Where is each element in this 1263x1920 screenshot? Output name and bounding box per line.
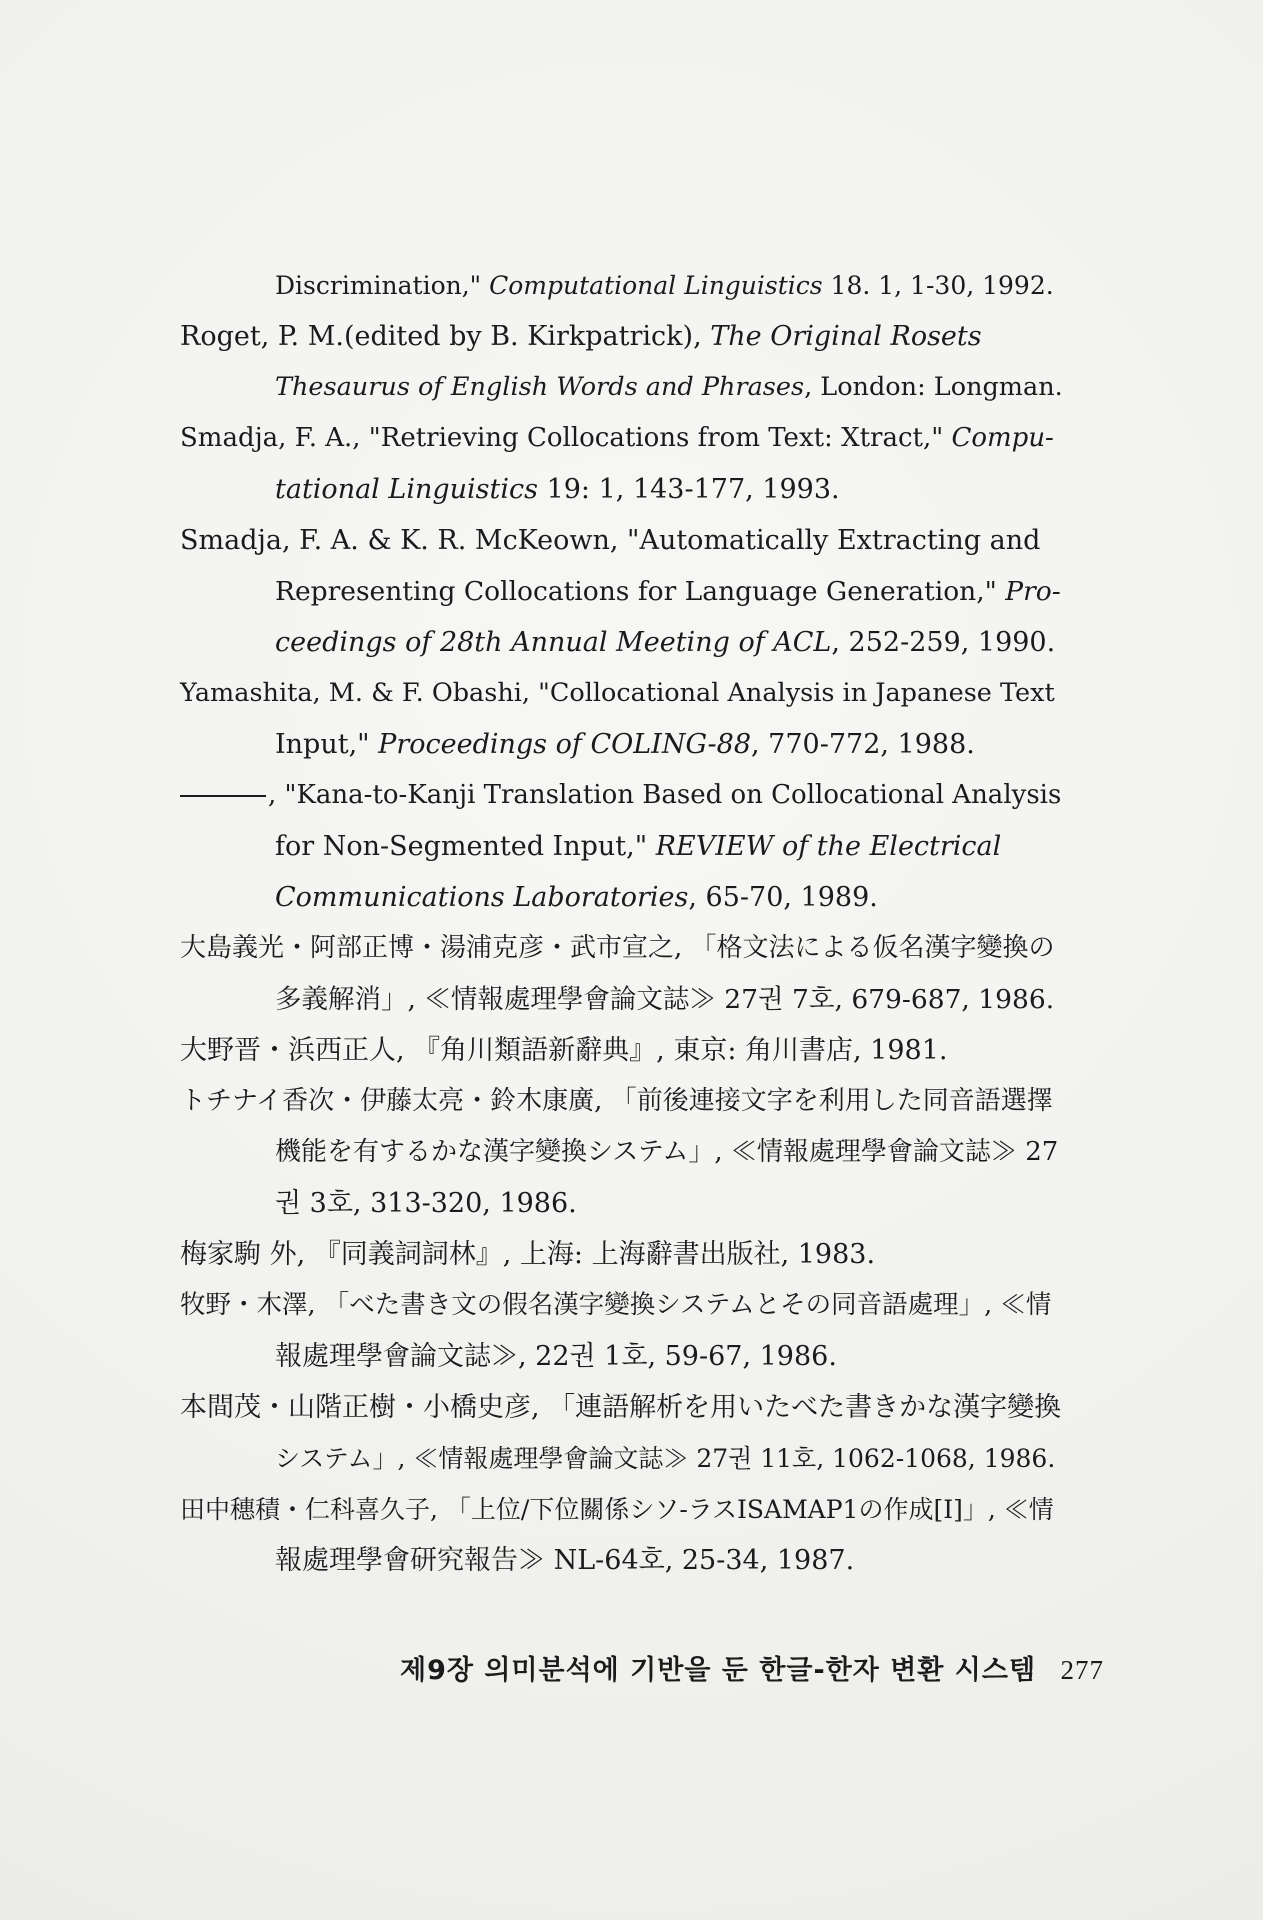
repeat-author-dash <box>180 795 266 797</box>
reference-entry <box>180 1229 1065 1280</box>
reference-first-line <box>180 311 1065 362</box>
reference-text: 報處理學會論文誌≫, 22권 1호, 59-67, 1986. <box>275 1341 837 1372</box>
reference-continuation-line <box>180 1127 1065 1178</box>
reference-continuation-line <box>180 362 1065 413</box>
reference-entry <box>180 311 1065 413</box>
reference-first-line <box>180 515 1065 566</box>
reference-text: Discrimination," <box>275 271 490 300</box>
reference-continuation-line <box>180 260 1065 311</box>
reference-continuation-line <box>180 1178 1065 1229</box>
reference-text: 梅家駒 外, 『同義詞詞林』, 上海: 上海辭書出版社, 1983. <box>180 1239 876 1270</box>
running-footer <box>400 1650 1104 1691</box>
reference-continuation-line <box>180 1535 1065 1586</box>
reference-text: 大島義光・阿部正博・湯浦克彦・武市宣之, 「格文法による仮名漢字變換の <box>180 933 1055 963</box>
reference-continuation-line <box>180 974 1065 1025</box>
reference-italic-text: Proceedings of COLING-88 <box>378 729 752 760</box>
reference-first-line <box>180 1484 1065 1535</box>
reference-text: 報處理學會研究報告≫ NL-64호, 25-34, 1987. <box>275 1545 855 1576</box>
reference-italic-text: Compu- <box>951 423 1054 453</box>
reference-italic-text: REVIEW of the Electrical <box>655 831 1002 862</box>
reference-entry <box>180 1382 1065 1484</box>
reference-text: , "Kana-to-Kanji Translation Based on Collocational Analysis <box>268 780 1062 810</box>
reference-text: , 770-772, 1988. <box>751 729 975 760</box>
reference-text: Smadja, F. A., "Retrieving Collocations from Text: Xtract," <box>180 423 952 453</box>
reference-entry <box>180 515 1065 668</box>
reference-text: 多義解消」, ≪情報處理學會論文誌≫ 27권 7호, 679-687, 1986. <box>275 984 1055 1015</box>
reference-italic-text: Computational Linguistics <box>489 271 823 300</box>
reference-continuation-line <box>180 821 1065 872</box>
reference-continuation-line <box>180 566 1065 617</box>
reference-entry <box>180 923 1065 1025</box>
page-number: 277 <box>1060 1655 1104 1685</box>
reference-first-line <box>180 413 1065 464</box>
reference-continuation-line <box>180 1331 1065 1382</box>
reference-continuation-line <box>180 872 1065 923</box>
reference-text: , 252-259, 1990. <box>831 627 1056 658</box>
reference-first-line <box>180 1280 1065 1331</box>
reference-entry <box>180 260 1065 311</box>
reference-text: 권 3호, 313-320, 1986. <box>275 1188 577 1219</box>
reference-text: 機能を有するかな漢字變換システム」, ≪情報處理學會論文誌≫ 27 <box>275 1137 1059 1167</box>
reference-first-line <box>180 1025 1065 1076</box>
reference-text: Smadja, F. A. & K. R. McKeown, "Automatically Extracting and <box>180 525 1041 556</box>
reference-italic-text: The Original Rosets <box>710 321 982 352</box>
reference-list <box>180 260 1065 1586</box>
reference-italic-text: Thesaurus of English Words and Phrases <box>275 372 805 402</box>
reference-first-line <box>180 1229 1065 1280</box>
reference-first-line <box>180 923 1065 974</box>
reference-text: Representing Collocations for Language Generation," <box>275 576 1006 607</box>
reference-text: システム」, ≪情報處理學會論文誌≫ 27권 11호, 1062-1068, 1986. <box>275 1444 1056 1473</box>
reference-first-line <box>180 1076 1065 1127</box>
reference-italic-text: Communications Laboratories <box>275 882 689 913</box>
reference-entry <box>180 770 1065 923</box>
reference-italic-text: ceedings of 28th Annual Meeting of ACL <box>275 627 832 658</box>
reference-text: 大野晋・浜西正人, 『角川類語新辭典』, 東京: 角川書店, 1981. <box>180 1035 948 1066</box>
reference-text: 田中穗積・仁科喜久子, 「上位/下位關係シソ-ラスISAMAP1の作成[I]」, ≪情 <box>180 1495 1054 1524</box>
reference-text: for Non-Segmented Input," <box>275 831 656 862</box>
chapter-title: 제9장 의미분석에 기반을 둔 한글-한자 변환 시스템 <box>400 1655 1037 1686</box>
reference-italic-text: tational Linguistics <box>275 474 538 505</box>
reference-text: 19: 1, 143-177, 1993. <box>537 474 840 505</box>
reference-entry <box>180 1484 1065 1586</box>
reference-entry <box>180 668 1065 770</box>
reference-first-line <box>180 1382 1065 1433</box>
reference-text: 本間茂・山階正樹・小橋史彦, 「連語解析を用いたべた書きかな漢字變換 <box>180 1392 1062 1423</box>
reference-first-line <box>180 668 1065 719</box>
reference-first-line <box>180 770 1065 821</box>
reference-continuation-line <box>180 464 1065 515</box>
reference-entry <box>180 1025 1065 1076</box>
reference-text: トチナイ香次・伊藤太亮・鈴木康廣, 「前後連接文字を利用した同音語選擇 <box>180 1086 1053 1116</box>
reference-text: Yamashita, M. & F. Obashi, "Collocational Analysis in Japanese Text <box>180 678 1055 708</box>
reference-entry <box>180 1280 1065 1382</box>
reference-continuation-line <box>180 719 1065 770</box>
reference-continuation-line <box>180 1433 1065 1484</box>
reference-text: Roget, P. M.(edited by B. Kirkpatrick), <box>180 321 711 352</box>
reference-entry <box>180 413 1065 515</box>
reference-continuation-line <box>180 617 1065 668</box>
reference-text: 牧野・木澤, 「べた書き文の假名漢字變換システムとその同音語處理」, ≪情 <box>180 1290 1052 1320</box>
reference-text: 18. 1, 1-30, 1992. <box>822 271 1054 300</box>
reference-entry <box>180 1076 1065 1229</box>
reference-text: , 65-70, 1989. <box>688 882 878 913</box>
reference-text: Input," <box>275 729 379 760</box>
reference-text: , London: Longman. <box>804 372 1063 402</box>
reference-italic-text: Pro- <box>1005 576 1061 607</box>
